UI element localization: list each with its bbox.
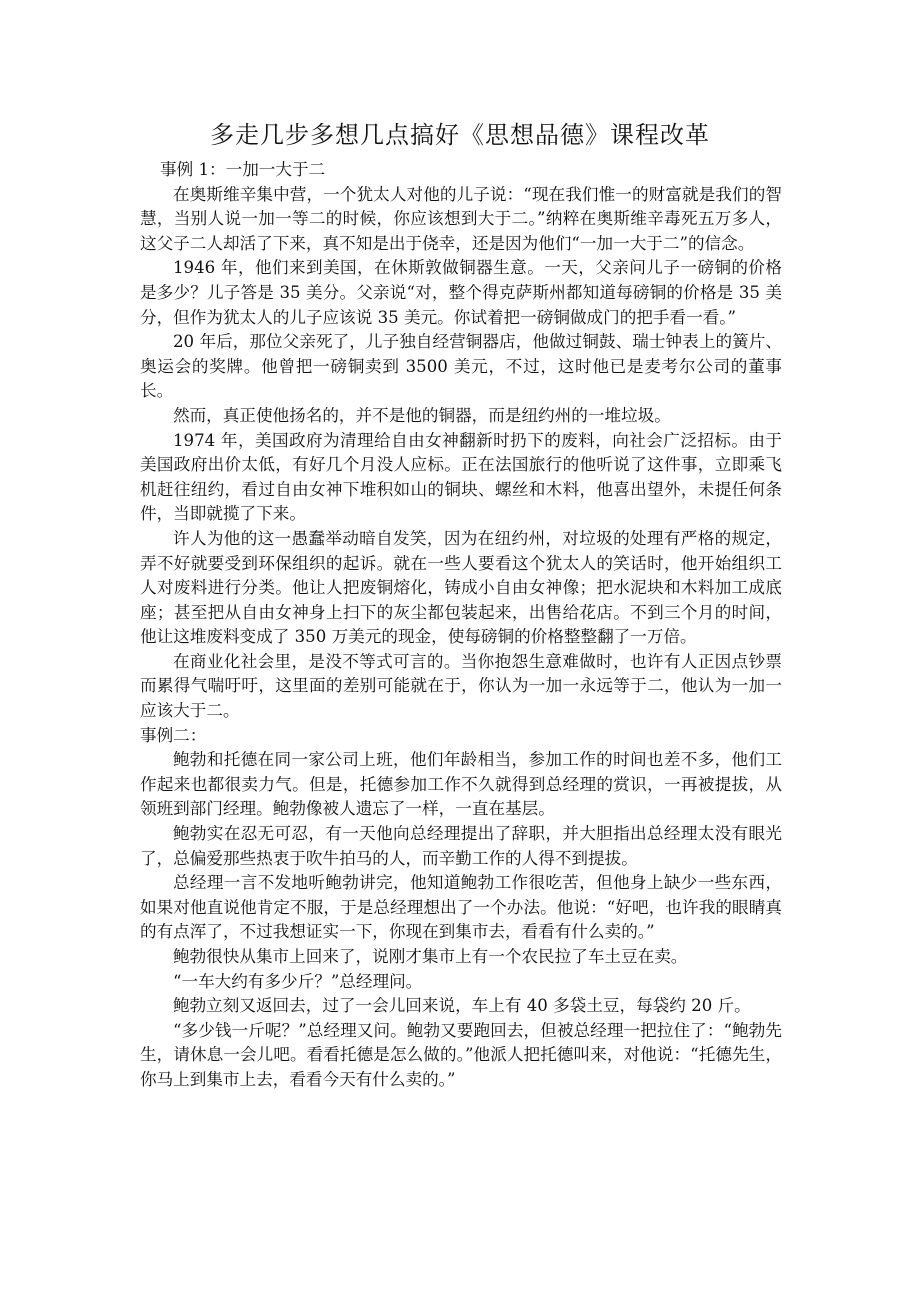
case1-paragraph: 许人为他的这一愚蠢举动暗自发笑，因为在纽约州，对垃圾的处理有严格的规定，弄不好就要受到环保组织的起诉。就在一些人要看这个犹太人的笑话时，他开始组织工人对废料进行分类。他让人把废铜熔化，铸成小自由女神像；把水泥块和木料加工成底座；甚至把从自由女神身上扫下的灰尘都包装起来，出售给花店。不到三个月的时间，他让这堆废料变成了 350 万美元的现金，使每磅铜的价格整整翻了一万倍。 [140, 528, 782, 647]
case1-heading: 事例 1：一加一大于二 [160, 160, 326, 179]
case2-paragraph: “多少钱一斤呢？”总经理又问。鲍勃又要跑回去，但被总经理一把拉住了：“鲍勃先生，请休息一会儿吧。看看托德是怎么做的。”他派人把托德叫来，对他说：“托德先生，你马上到集市上去，看看今天有什么卖的。” [140, 1020, 782, 1089]
case1-paragraph: 在奥斯维辛集中营，一个犹太人对他的儿子说：“现在我们惟一的财富就是我们的智慧，当别人说一加一等二的时候，你应该想到大于二。”纳粹在奥斯维辛毒死五万多人，这父子二人却活了下来，真不知是出于侥幸，还是因为他们“一加一大于二”的信念。 [140, 184, 782, 253]
case1-paragraph: 20 年后，那位父亲死了，儿子独自经营铜器店，他做过铜鼓、瑞士钟表上的簧片、奥运会的奖牌。他曾把一磅铜卖到 3500 美元，不过，这时他已是麦考尔公司的董事长。 [140, 332, 782, 401]
case2-paragraph: 鲍勃立刻又返回去，过了一会儿回来说，车上有 40 多袋土豆，每袋约 20 斤。 [173, 996, 751, 1016]
case1-paragraph: 在商业化社会里，是没不等式可言的。当你抱怨生意难做时，也许有人正因点钞票而累得气喘吁吁，这里面的差别可能就在于，你认为一加一永远等于二，他认为一加一应该大于二。 [140, 651, 782, 721]
case2-paragraph: “一车大约有多少斤？”总经理问。 [173, 971, 423, 991]
case1-paragraph: 1974 年，美国政府为清理给自由女神翻新时扔下的废料，向社会广泛招标。由于美国政府出价太低，有好几个月没人应标。正在法国旅行的他听说了这件事，立即乘飞机赶往纽约，看过自由女神下堆积如山的铜块、螺丝和木料，他喜出望外，未提任何条件，当即就揽了下来。 [140, 430, 782, 524]
case1-paragraph: 然而，真正使他扬名的，并不是他的铜器，而是纽约州的一堆垃圾。 [173, 405, 671, 425]
case2-heading: 事例二： [140, 725, 207, 745]
case2-paragraph: 鲍勃和托德在同一家公司上班，他们年龄相当，参加工作的时间也差不多，他们工作起来也都很卖力气。但是，托德参加工作不久就得到总经理的赏识，一再被提拔，从领班到部门经理。鲍勃像被人遗忘了一样，一直在基层。 [140, 750, 782, 819]
document-body [140, 158, 782, 1093]
case2-paragraph: 鲍勃实在忍无可忍，有一天他向总经理提出了辞职，并大胆指出总经理太没有眼光了，总偏爱那些热衷于吹牛拍马的人，而辛勤工作的人得不到提拔。 [140, 824, 782, 868]
case2-paragraph: 总经理一言不发地听鲍勃讲完，他知道鲍勃工作很吃苦，但他身上缺少一些东西，如果对他直说他肯定不服，于是总经理想出了一个办法。他说：“好吧，也许我的眼睛真的有点浑了，不过我想证实一下，你现在到集市去，看看有什么卖的。” [140, 873, 782, 942]
case1-paragraph: 1946 年，他们来到美国，在休斯敦做铜器生意。一天，父亲问儿子一磅铜的价格是多少？儿子答是 35 美分。父亲说“对，整个得克萨斯州都知道每磅铜的价格是 35 美分，但作为犹太人的儿子应该说 35 美元。你试着把一磅铜做成门的把手看一看。” [140, 258, 782, 327]
document-title: 多走几步多想几点搞好《思想品德》课程改革 [210, 121, 710, 149]
case2-paragraph: 鲍勃很快从集市上回来了，说刚才集市上有一个农民拉了车土豆在卖。 [173, 947, 688, 966]
